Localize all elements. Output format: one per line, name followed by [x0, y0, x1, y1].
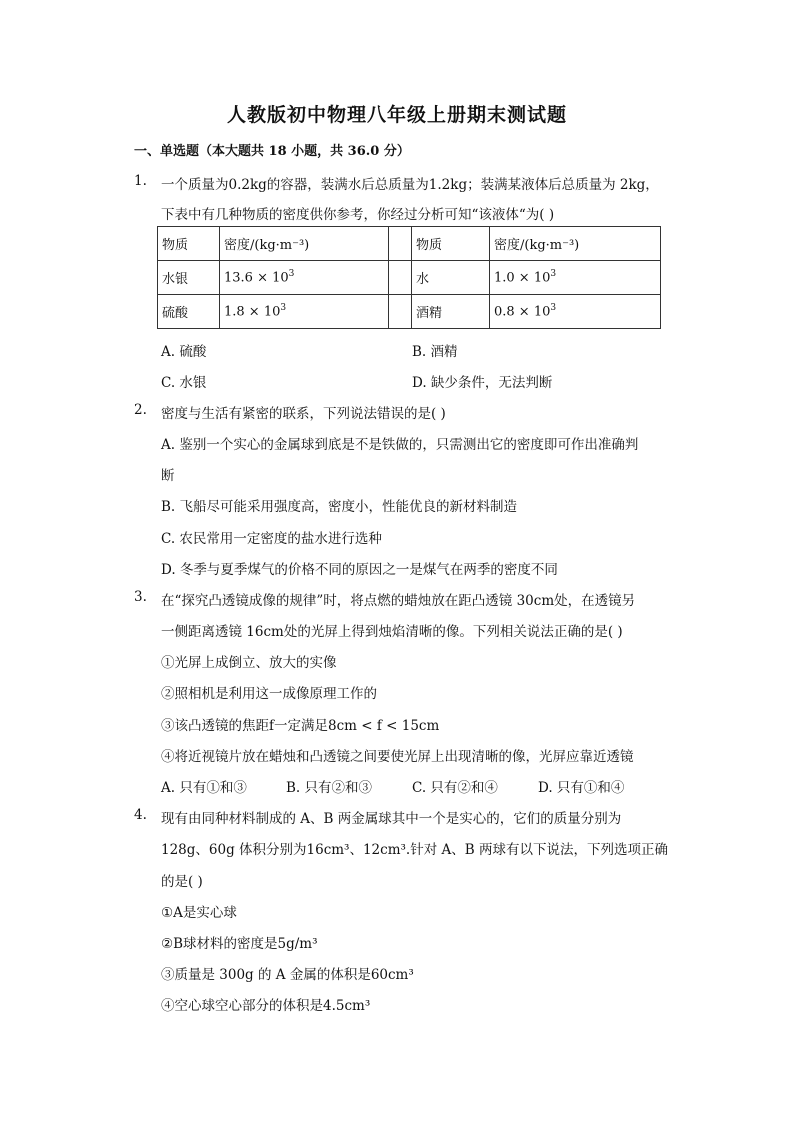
question-4-stem-line-1: 现有由同种材料制成的 A、B 两金属球其中一个是实心的，它们的质量分别为: [161, 811, 622, 827]
cell-value: 13.6 × 10: [224, 270, 289, 286]
question-number: 1.: [134, 173, 147, 189]
cell-value: 0.8 × 10: [494, 304, 551, 320]
question-1-stem-line-2: 下表中有几种物质的密度供你参考，你经过分析可知“该液体“为( ): [161, 207, 555, 223]
cell-value: 1.8 × 10: [224, 304, 281, 320]
exponent: 3: [550, 303, 557, 314]
table-spacer: [389, 295, 412, 329]
option-d: D. 缺少条件，无法判断: [412, 375, 553, 391]
table-spacer: [389, 227, 412, 261]
statement-2: ②B球材料的密度是5g/m³: [161, 936, 318, 952]
question-number: 3.: [134, 589, 147, 605]
option-a: A. 只有①和③: [161, 780, 247, 796]
table-cell: 密度/(kg·m⁻³): [490, 227, 661, 261]
table-cell: [490, 261, 661, 295]
option-d: D. 冬季与夏季煤气的价格不同的原因之一是煤气在两季的密度不同: [161, 562, 558, 578]
exponent: 3: [280, 303, 287, 314]
density-table: [157, 226, 661, 329]
statement-2: ②照相机是利用这一成像原理工作的: [161, 686, 377, 702]
table-cell: 密度/(kg·m⁻³): [220, 227, 389, 261]
question-4-stem-line-2: 128g、60g 体积分别为16cm³、12cm³.针对 A、B 两球有以下说法，下列选项正确: [161, 842, 668, 858]
question-number: 4.: [134, 807, 147, 823]
statement-1: ①A是实心球: [161, 905, 237, 921]
section-heading: 一、单选题（本大题共 18 小题，共 36.0 分）: [134, 144, 410, 159]
table-cell: 物质: [412, 227, 490, 261]
table-cell: [490, 295, 661, 329]
question-4-stem-line-3: 的是( ): [161, 874, 203, 890]
question-2-stem: 密度与生活有紧密的联系，下列说法错误的是( ): [161, 406, 446, 422]
option-a-continued: 断: [161, 468, 175, 484]
exponent: 3: [288, 269, 295, 280]
table-cell: 水: [412, 261, 490, 295]
option-b: B. 飞船尽可能采用强度高，密度小，性能优良的新材料制造: [161, 499, 518, 515]
table-cell: 物质: [158, 227, 220, 261]
statement-3: ③该凸透镜的焦距f一定满足8cm < f < 15cm: [161, 718, 440, 734]
option-a: A. 鉴别一个实心的金属球到底是不是铁做的，只需测出它的密度即可作出准确判: [161, 437, 639, 453]
table-cell: 酒精: [412, 295, 490, 329]
option-a: A. 硫酸: [161, 344, 207, 360]
question-3-stem-line-1: 在“探究凸透镜成像的规律”时，将点燃的蜡烛放在距凸透镜 30cm处，在透镜另: [161, 593, 636, 609]
statement-3: ③质量是 300g 的 A 金属的体积是60cm³: [161, 967, 414, 983]
option-b: B. 酒精: [412, 344, 458, 360]
exponent: 3: [550, 269, 557, 280]
option-d: D. 只有①和④: [538, 780, 625, 796]
option-c: C. 只有②和④: [412, 780, 498, 796]
table-cell: [220, 295, 389, 329]
table-row: [158, 295, 661, 329]
table-cell: [220, 261, 389, 295]
question-3-stem-line-2: 一侧距离透镜 16cm处的光屏上得到烛焰清晰的像。下列相关说法正确的是( ): [161, 624, 623, 640]
table-cell: 硫酸: [158, 295, 220, 329]
cell-value: 1.0 × 10: [494, 270, 551, 286]
table-spacer: [389, 261, 412, 295]
question-1-stem-line-1: 一个质量为0.2kg的容器，装满水后总质量为1.2kg；装满某液体后总质量为 2kg，: [161, 177, 659, 193]
option-c: C. 水银: [161, 375, 207, 391]
statement-4: ④将近视镜片放在蜡烛和凸透镜之间要使光屏上出现清晰的像，光屏应靠近透镜: [161, 749, 634, 765]
question-number: 2.: [134, 402, 147, 418]
statement-1: ①光屏上成倒立、放大的实像: [161, 655, 337, 671]
table-row: [158, 261, 661, 295]
option-b: B. 只有②和③: [286, 780, 373, 796]
table-cell: 水银: [158, 261, 220, 295]
page-title: 人教版初中物理八年级上册期末测试题: [226, 104, 567, 126]
option-c: C. 农民常用一定密度的盐水进行选种: [161, 531, 382, 547]
statement-4: ④空心球空心部分的体积是4.5cm³: [161, 998, 371, 1014]
table-row: [158, 227, 661, 261]
